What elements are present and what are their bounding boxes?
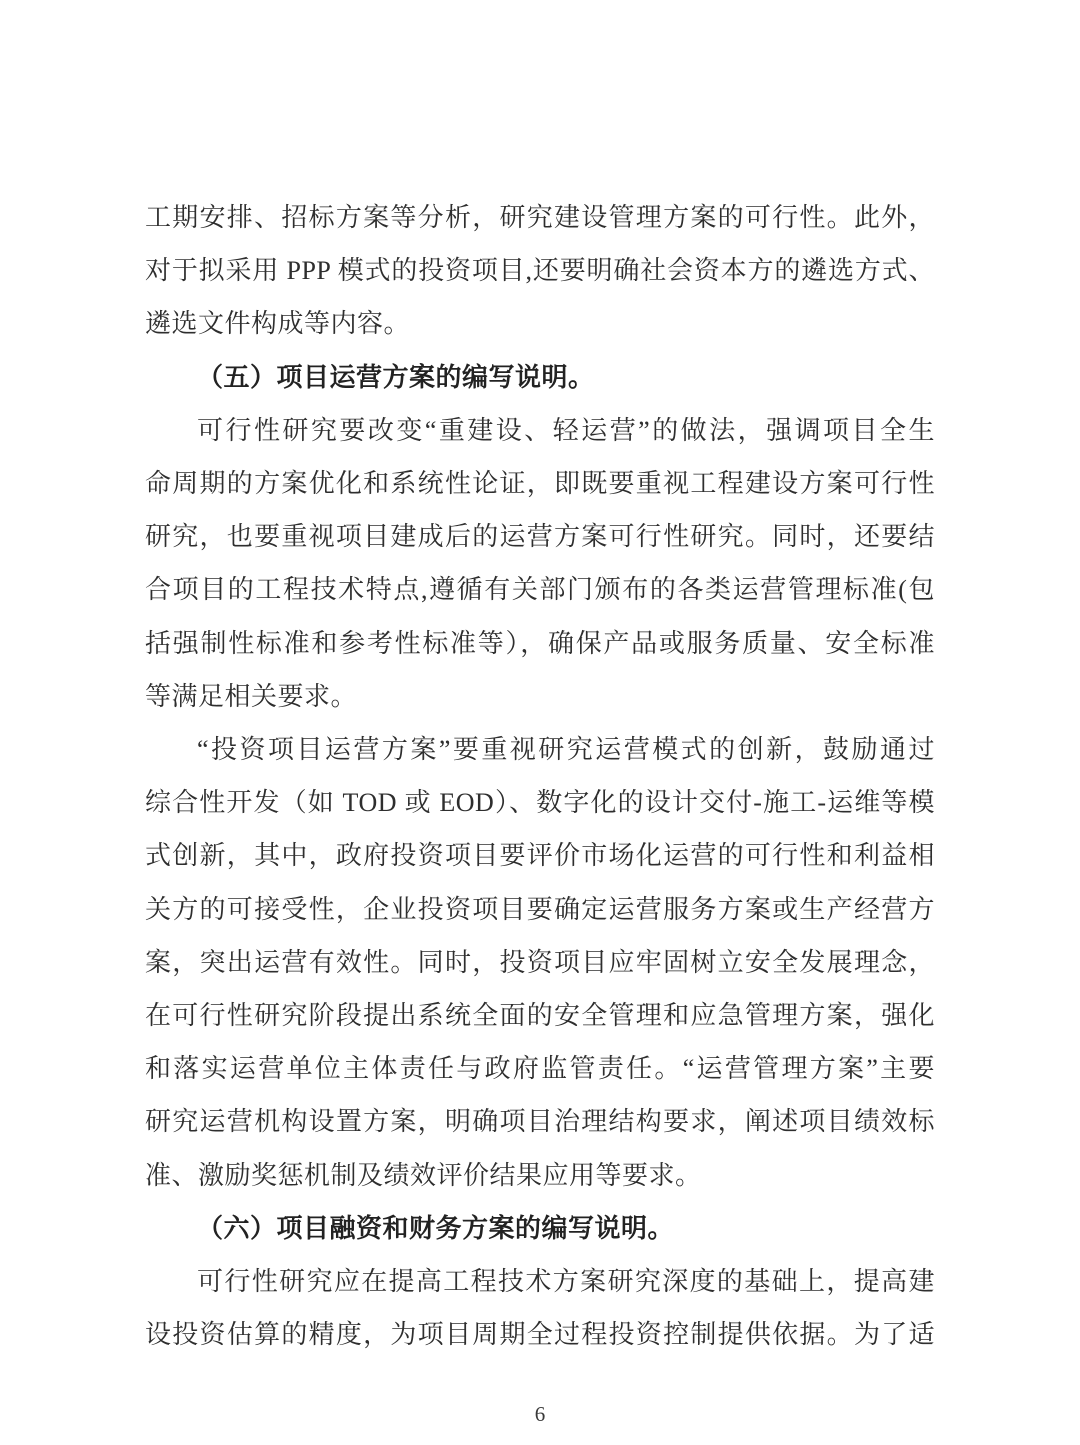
text-line: 案，突出运营有效性。同时，投资项目应牢固树立安全发展理念， <box>145 947 935 977</box>
text-line: 设投资估算的精度，为项目周期全过程投资控制提供依据。为了适 <box>145 1320 935 1350</box>
text-line: 研究运营机构设置方案，明确项目治理结构要求，阐述项目绩效标 <box>145 1107 935 1137</box>
paragraph <box>145 191 935 351</box>
page-number: 6 <box>534 1402 546 1426</box>
text-line: （六）项目融资和财务方案的编写说明。 <box>197 1213 675 1243</box>
text-line: 可行性研究要改变“重建设、轻运营”的做法，强调项目全生 <box>197 415 935 445</box>
text-line: 工期安排、招标方案等分析，研究建设管理方案的可行性。此外， <box>145 203 935 232</box>
document-body <box>145 191 935 1361</box>
text-line: 综合性开发（如 TOD 或 EOD）、数字化的设计交付-施工-运维等模 <box>145 788 935 818</box>
text-line: 关方的可接受性，企业投资项目要确定运营服务方案或生产经营方 <box>145 894 935 924</box>
text-line: 对于拟采用 PPP 模式的投资项目,还要明确社会资本方的遴选方式、 <box>145 256 935 286</box>
text-line: 括强制性标准和参考性标准等），确保产品或服务质量、安全标准 <box>145 628 935 658</box>
text-line: 遴选文件构成等内容。 <box>145 309 411 339</box>
text-line: 式创新，其中，政府投资项目要评价市场化运营的可行性和利益相 <box>145 841 935 871</box>
text-line: 研究，也要重视项目建成后的运营方案可行性研究。同时，还要结 <box>145 522 935 552</box>
section-heading <box>145 1202 935 1255</box>
text-line: 等满足相关要求。 <box>145 681 358 711</box>
text-line: 可行性研究应在提高工程技术方案研究深度的基础上，提高建 <box>197 1267 935 1297</box>
text-line: 准、激励奖惩机制及绩效评价结果应用等要求。 <box>145 1160 702 1190</box>
text-line: （五）项目运营方案的编写说明。 <box>197 362 595 392</box>
paragraph <box>145 723 935 1202</box>
section-heading <box>145 351 935 404</box>
text-line: “投资项目运营方案”要重视研究运营模式的创新，鼓励通过 <box>197 735 935 765</box>
text-line: 合项目的工程技术特点,遵循有关部门颁布的各类运营管理标准(包 <box>145 575 935 605</box>
page-footer <box>0 1402 1080 1427</box>
paragraph <box>145 1255 935 1361</box>
paragraph <box>145 404 935 723</box>
text-line: 和落实运营单位主体责任与政府监管责任。“运营管理方案”主要 <box>145 1054 935 1084</box>
text-line: 命周期的方案优化和系统性论证，即既要重视工程建设方案可行性 <box>145 469 935 499</box>
text-line: 在可行性研究阶段提出系统全面的安全管理和应急管理方案，强化 <box>145 1001 935 1031</box>
